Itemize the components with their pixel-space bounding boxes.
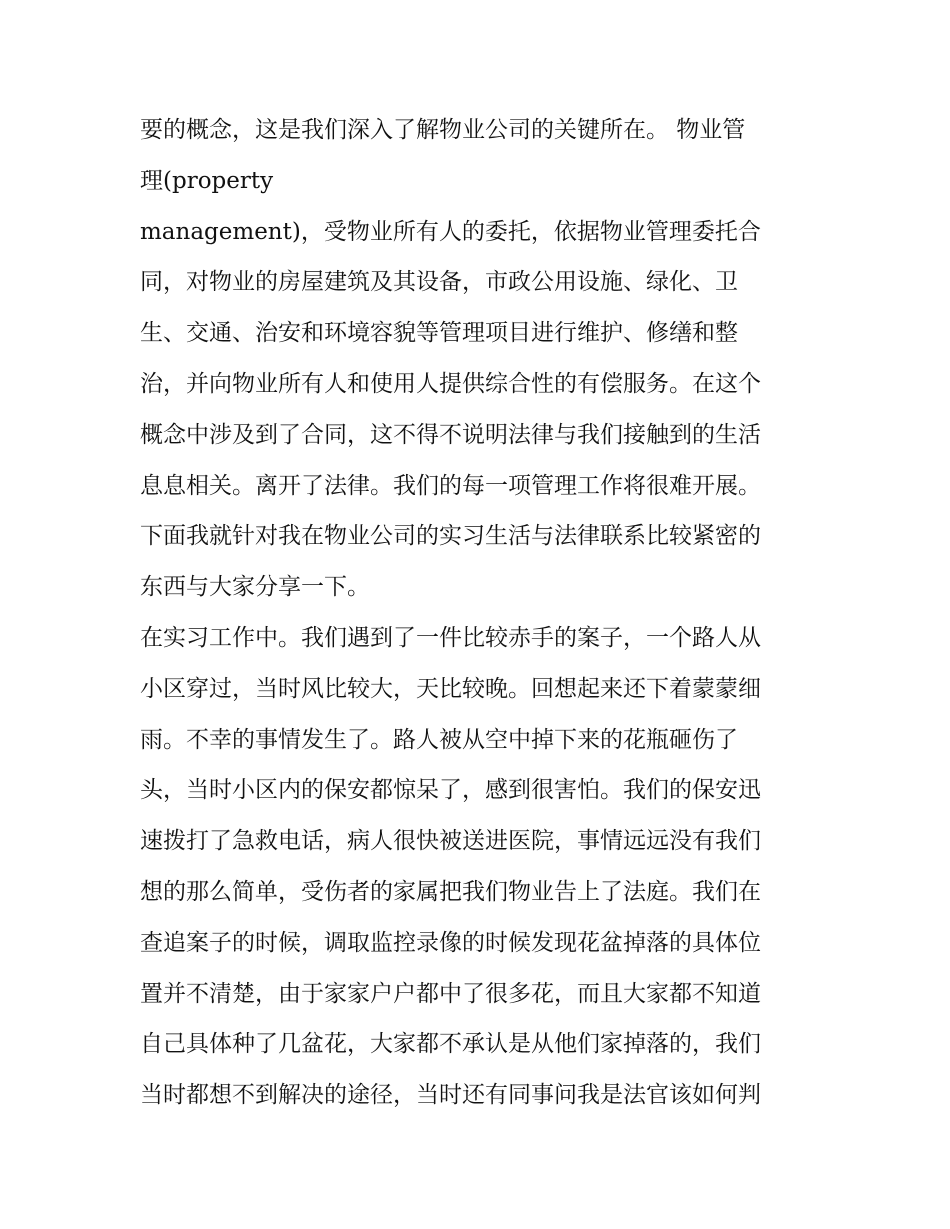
text-line: 查追案子的时候，调取监控录像的时候发现花盆掉落的具体位 <box>140 929 761 956</box>
body-text <box>140 105 830 1121</box>
text-line: 理(property <box>140 167 274 194</box>
text-line: 自己具体种了几盆花，大家都不承认是从他们家掉落的，我们 <box>140 1031 761 1058</box>
text-line: 头，当时小区内的保安都惊呆了，感到很害怕。我们的保安迅 <box>140 777 761 804</box>
text-line: 在实习工作中。我们遇到了一件比较赤手的案子，一个路人从 <box>140 624 761 651</box>
text-line: 速拨打了急救电话，病人很快被送进医院，事情远远没有我们 <box>140 828 761 855</box>
text-line: 置并不清楚，由于家家户户都中了很多花，而且大家都不知道 <box>140 980 761 1007</box>
text-line: 生、交通、治安和环境容貌等管理项目进行维护、修缮和整 <box>140 320 738 347</box>
text-line: 要的概念，这是我们深入了解物业公司的关键所在。 物业管 <box>140 117 746 143</box>
text-line: 雨。不幸的事情发生了。路人被从空中掉下来的花瓶砸伤了 <box>140 726 738 753</box>
text-line: 当时都想不到解决的途径，当时还有同事问我是法官该如何判 <box>140 1082 761 1109</box>
text-line: 下面我就针对我在物业公司的实习生活与法律联系比较紧密的 <box>140 523 761 550</box>
text-line: 治，并向物业所有人和使用人提供综合性的有偿服务。在这个 <box>140 370 761 397</box>
text-line: management)，受物业所有人的委托，依据物业管理委托合 <box>140 218 761 245</box>
text-line: 想的那么简单，受伤者的家属把我们物业告上了法庭。我们在 <box>140 878 761 905</box>
text-line: 小区穿过，当时风比较大，天比较晚。回想起来还下着蒙蒙细 <box>140 675 761 702</box>
text-line: 东西与大家分享一下。 <box>140 574 370 601</box>
text-line: 息息相关。离开了法律。我们的每一项管理工作将很难开展。 <box>140 472 761 499</box>
text-line: 同，对物业的房屋建筑及其设备，市政公用设施、绿化、卫 <box>140 269 738 296</box>
text-line: 概念中涉及到了合同，这不得不说明法律与我们接触到的生活 <box>140 421 761 448</box>
